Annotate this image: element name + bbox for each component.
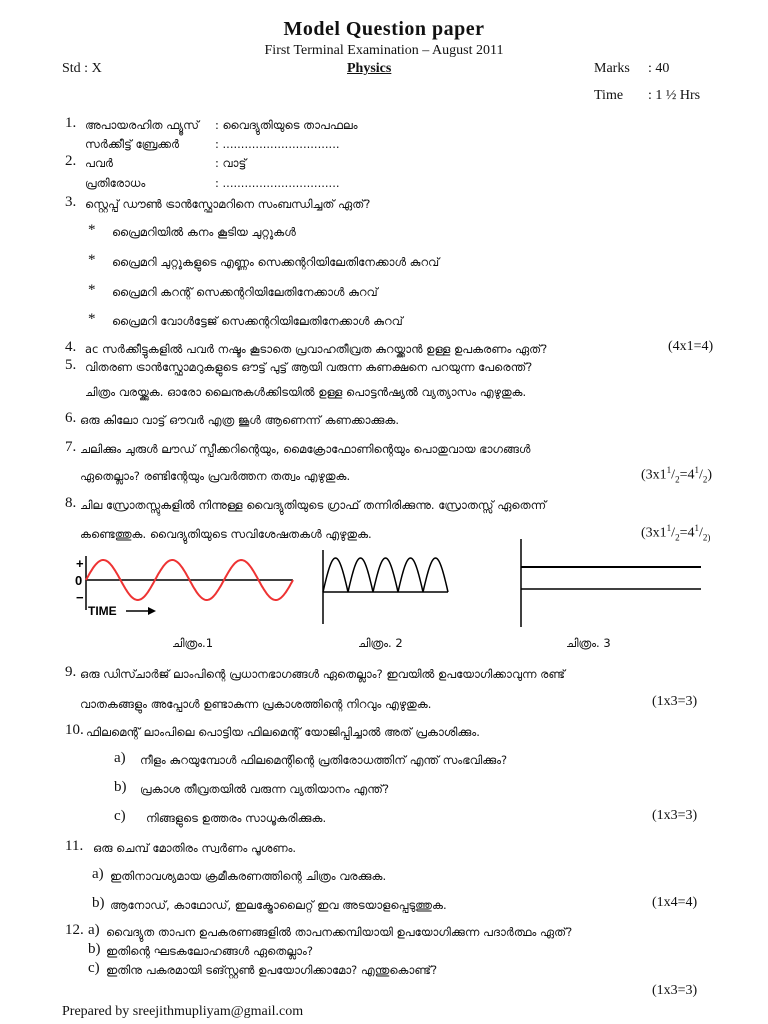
fig1-time-label: TIME [88, 604, 117, 618]
q2-term-b: പ്രതിരോധം [85, 176, 146, 190]
q8-text-cont: കണ്ടെത്തുക. വൈദ്യുതിയുടെ സവിശേഷതകൾ എഴുതുക. [80, 527, 372, 541]
fig2-caption: ചിത്രം. 2 [358, 636, 403, 650]
fig1-plus-label: + [76, 556, 84, 571]
q11-a-text: ഇതിനാവശ്യമായ ക്രമീകരണത്തിന്റെ ചിത്രം വരക്കുക. [110, 869, 387, 883]
q7-marks: $(3x1^1/_2=4^1/_2)$ [641, 465, 713, 485]
q3-option: പ്രൈമറിയിൽ കനം കൂടിയ ചുറ്റുകൾ [112, 225, 296, 239]
q3-option: പ്രൈമറി ചുറ്റുകളുടെ എണ്ണം സെക്കന്ററിയിലേതിനേക്കാൾ കുറവ് [112, 255, 440, 269]
q11-b-label: b) [92, 895, 105, 911]
q3-bullet: * [88, 252, 96, 268]
figure-rectified-wave [318, 548, 458, 628]
q11-number: 11. [65, 838, 84, 854]
q5-text-cont: ചിത്രം വരയ്ക്കുക. ഓരോ ലൈനുകൾക്കിടയിൽ ഉള്ള പൊട്ടൻഷ്യൽ വ്യത്യാസം എഴുതുക. [85, 385, 527, 399]
q2-value-a: : വാട്ട് [215, 156, 247, 170]
q4-marks: (4x1=4) [668, 339, 714, 354]
q10-number: 10. [65, 722, 84, 738]
q2-term-a: പവർ [85, 156, 113, 170]
q10-text: ഫിലമെന്റ് ലാംപിലെ പൊട്ടിയ ഫിലമെന്റ് യോജിപ്പിച്ചാൽ അത് പ്രകാശിക്കും. [86, 725, 480, 739]
fig1-zero-label: 0 [75, 573, 83, 588]
q8-number: 8. [65, 495, 77, 511]
q8-text: ചില സ്രോതസ്സുകളിൽ നിന്നുള്ള വൈദ്യുതിയുടെ ഗ്രാഫ് തന്നിരിക്കുന്നു. സ്രോതസ്സ് ഏതെന്ന് [80, 498, 547, 512]
fig1-caption: ചിത്രം.1 [172, 636, 214, 650]
q2-value-b: : ................................ [215, 176, 340, 190]
time-value: : 1 ½ Hrs [648, 88, 701, 103]
page-title: Model Question paper [283, 18, 485, 40]
q3-text: സ്റ്റെപ്പ് ഡൗൺ ട്രാൻസ്ഫോമറിനെ സംബന്ധിച്ചത് ഏത്? [85, 197, 371, 211]
q12-a-text: വൈദ്യുത താപന ഉപകരണങ്ങളിൽ താപനക്കമ്പിയായി ഉപയോഗിക്കുന്ന പദാർത്ഥം ഏത്? [106, 925, 573, 939]
q1-value-a: : വൈദ്യുതിയുടെ താപഫലം [215, 118, 358, 132]
q6-number: 6. [65, 410, 77, 426]
q3-option: പ്രൈമറി വോൾട്ടേജ് സെക്കന്ററിയിലേതിനേക്കാൾ കുറവ് [112, 314, 403, 328]
q6-text: ഒരു കിലോ വാട്ട് ഔവർ എത്ര ജൂൾ ആണെന്ന് കണക്കാക്കുക. [80, 413, 400, 427]
q3-number: 3. [65, 194, 77, 210]
q12-a-label: a) [88, 922, 100, 938]
q11-text: ഒരു ചെമ്പ് മോതിരം സ്വർണം പൂശണം. [93, 841, 297, 855]
q5-number: 5. [65, 357, 77, 373]
q5-text: വിതരണ ട്രാൻസ്ഫോമറുകളുടെ ഔട്ട് പുട്ട് ആയി വരുന്ന കണക്ഷനെ പറയുന്ന പേരെന്ത്? [85, 360, 533, 374]
q12-marks: (1x3=3) [652, 983, 698, 998]
q1-number: 1. [65, 115, 77, 131]
q12-c-text: ഇതിനു പകരമായി ടങ്സ്റ്റൺ ഉപയോഗിക്കാമോ? എന്തുകൊണ്ട്? [106, 963, 438, 977]
time-label: Time [594, 88, 624, 103]
q10-a-text: നീളം കുറയുമ്പോൾ ഫിലമെന്റിന്റെ പ്രതിരോധത്തിന് എന്ത് സംഭവിക്കും? [140, 753, 508, 767]
q3-bullet: * [88, 222, 96, 238]
q3-option: പ്രൈമറി കറന്റ് സെക്കന്ററിയിലേതിനേക്കാൾ കുറവ് [112, 285, 378, 299]
q9-number: 9. [65, 664, 77, 680]
q10-marks: (1x3=3) [652, 808, 698, 823]
fig1-time-arrow-icon [148, 607, 156, 615]
q10-c-label: c) [114, 808, 126, 824]
q4-text: ac സർക്കീട്ടുകളിൽ പവർ നഷ്ടം കൂടാതെ പ്രവാഹതീവ്രത കുറയ്ക്കാൻ ഉള്ള ഉപകരണം ഏത്? [85, 342, 548, 356]
fig1-minus-label: − [76, 590, 84, 605]
q10-a-label: a) [114, 750, 126, 766]
subject-label: Physics [347, 61, 392, 76]
q4-number: 4. [65, 339, 77, 355]
q3-bullet: * [88, 282, 96, 298]
q10-c-text: നിങ്ങളുടെ ഉത്തരം സാധൂകരിക്കുക. [146, 811, 327, 825]
q7-number: 7. [65, 439, 77, 455]
q10-b-label: b) [114, 779, 127, 795]
q3-bullet: * [88, 311, 96, 327]
q9-text: ഒരു ഡിസ്ചാർജ് ലാംപിന്റെ പ്രധാനഭാഗങ്ങൾ ഏതെല്ലാം? ഇവയിൽ ഉപയോഗിക്കാവുന്ന രണ്ട് [80, 667, 565, 681]
q7-text: ചലിക്കും ചുരുൾ ലൗഡ് സ്പീക്കറിന്റെയും, മൈക്രോഫോണിന്റെയും പൊതുവായ ഭാഗങ്ങൾ [80, 442, 531, 456]
q11-b-text: ആനോഡ്, കാഥോഡ്, ഇലക്ട്രോലൈറ്റ് ഇവ അടയാളപ്പെടുത്തുക. [110, 898, 447, 912]
q11-marks: (1x4=4) [652, 895, 698, 910]
std-label: Std : X [62, 61, 102, 76]
figure-dc-line [516, 537, 706, 631]
q9-text-cont: വാതകങ്ങളും അപ്പോൾ ഉണ്ടാകുന്ന പ്രകാശത്തിന്റെ നിറവും എഴുതുക. [80, 697, 432, 711]
q12-number: 12. [65, 922, 84, 938]
q7-text-cont: ഏതെല്ലാം? രണ്ടിന്റേയും പ്രവർത്തന തത്വം എഴുതുക. [80, 469, 351, 483]
marks-value: : 40 [648, 61, 670, 76]
footer-prepared-by: Prepared by sreejithmupliyam@gmail.com [62, 1004, 304, 1019]
q9-marks: (1x3=3) [652, 694, 698, 709]
marks-label: Marks [594, 61, 630, 76]
q1-value-b: : ................................ [215, 137, 340, 151]
fig2-rectified-curve [323, 558, 448, 592]
q12-b-label: b) [88, 941, 101, 957]
q8-marks: ($3x1^1/_2=4^1/_{2)}$ [641, 523, 711, 543]
q12-b-text: ഇതിന്റെ ഘടകലോഹങ്ങൾ ഏതെല്ലാം? [106, 944, 313, 958]
q2-number: 2. [65, 153, 77, 169]
exam-subtitle: First Terminal Examination – August 2011 [264, 43, 504, 58]
figure-ac-sine-wave [68, 552, 304, 622]
fig3-caption: ചിത്രം. 3 [566, 636, 611, 650]
q12-c-label: c) [88, 960, 100, 976]
q11-a-label: a) [92, 866, 104, 882]
q10-b-text: പ്രകാശ തീവ്രതയിൽ വരുന്ന വ്യതിയാനം എന്ത്? [140, 782, 389, 796]
q1-term-b: സർക്കീട്ട് ബ്രേക്കർ [85, 137, 180, 151]
q1-term-a: അപായരഹിത ഫ്യൂസ് [85, 118, 199, 132]
